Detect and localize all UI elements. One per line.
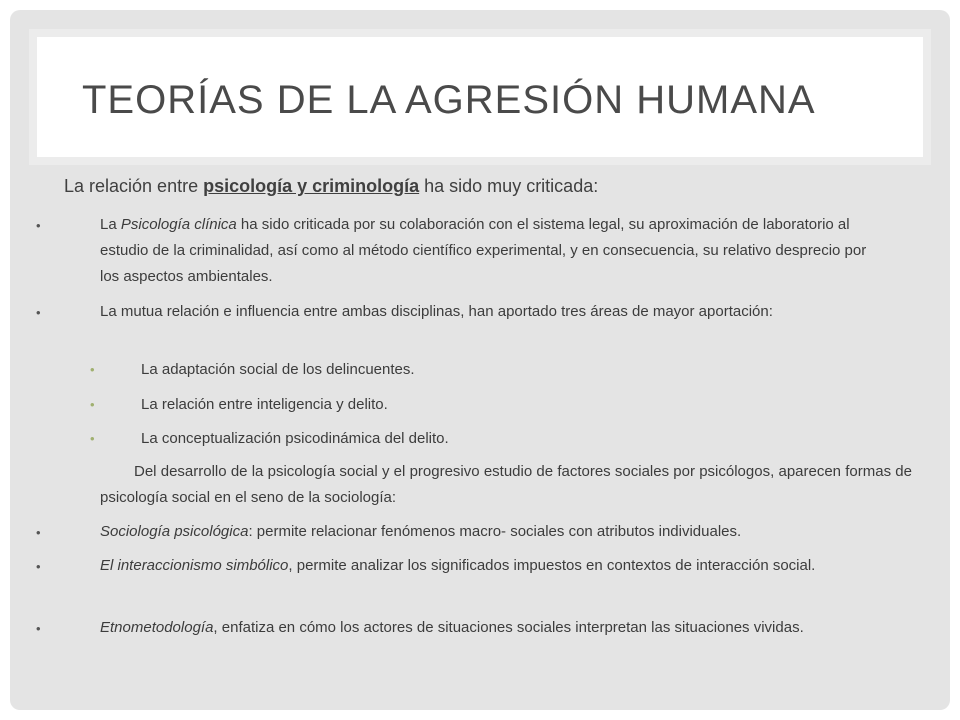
intro-after: ha sido muy criticada: — [419, 176, 599, 196]
item-text: : permite relacionar fenómenos macro- sociales con atributos individuales. — [248, 523, 742, 540]
item-italic: Etnometodología — [100, 619, 214, 636]
item-italic: El interaccionismo simbólico — [100, 557, 289, 574]
item-italic: Psicología clínica — [120, 216, 237, 233]
paragraph-social-psychology — [100, 459, 912, 511]
list-item-mutual-relation: La mutua relación e influencia entre ambas disciplinas, han aportado tres áreas de mayor aportación: — [100, 303, 773, 320]
sub-bullet-icon: • — [90, 431, 95, 446]
list-item-ethnomethodology — [100, 615, 920, 641]
sub-item-psychodynamic: La conceptualización psicodinámica del delito. — [141, 430, 449, 447]
intro-line — [64, 176, 598, 197]
sub-bullet-icon: • — [90, 362, 95, 377]
slide-title: TEORÍAS DE LA AGRESIÓN HUMANA — [82, 78, 816, 122]
sub-bullet-icon: • — [90, 397, 95, 412]
paragraph-text: Del desarrollo de la psicología social y el progresivo estudio de factores sociales por psicólogos, aparecen formas de psicología social en el seno de la sociología: — [100, 463, 912, 506]
item-text: , enfatiza en cómo los actores de situaciones sociales interpretan las situaciones vividas. — [213, 619, 804, 636]
list-item-clinical-psychology — [100, 212, 880, 290]
bullet-icon: • — [36, 525, 41, 540]
list-item-psychological-sociology — [100, 519, 920, 545]
list-item-symbolic-interactionism — [100, 553, 860, 579]
bullet-icon: • — [36, 305, 41, 320]
sub-item-adaptation: La adaptación social de los delincuentes. — [141, 361, 415, 378]
item-text: ha sido criticada por su colaboración con el sistema legal, su aproximación de laboratorio al estudio de la criminalidad, así como al método científico experimental, y en consecuencia, su relativo desprecio por los aspectos ambientales. — [100, 216, 867, 285]
intro-before: La relación entre — [64, 176, 204, 196]
bullet-icon: • — [36, 559, 41, 574]
item-lead: La — [100, 216, 121, 233]
sub-item-intelligence: La relación entre inteligencia y delito. — [141, 396, 388, 413]
bullet-icon: • — [36, 218, 41, 233]
bullet-icon: • — [36, 621, 41, 636]
item-italic: Sociología psicológica — [100, 523, 249, 540]
item-text: , permite analizar los significados impuestos en contextos de interacción social. — [288, 557, 816, 574]
intro-highlight: psicología y criminología — [203, 176, 420, 196]
